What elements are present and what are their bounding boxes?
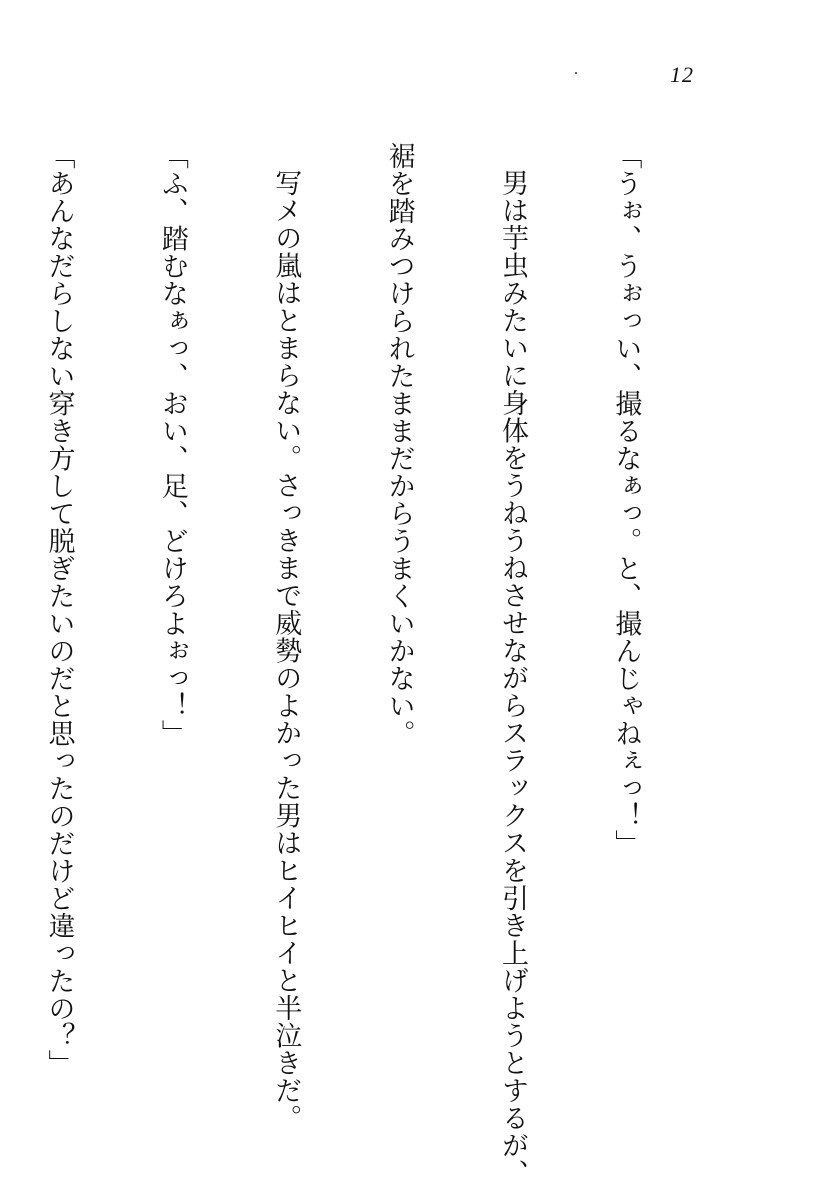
text-line-1: 「うぉ、うぉっい、撮るなぁっ。と、撮んじゃねぇっ！」 [610,142,642,857]
text-line-6: 「あんなだらしない穿き方して脱ぎたいのだと思ったのだけど違ったの？」 [43,142,75,1077]
novel-text-block [43,142,720,1187]
page-number: 12 [670,62,694,87]
page-dot [575,72,577,74]
text-line-2: 男は芋虫みたいに身体をうねうねさせながらスラックスを引き上げようとするが、 [497,169,529,1187]
text-line-4: 写メの嵐はとまらない。さっきまで威勢のよかった男はヒイヒイと半泣きだ。 [270,169,302,1132]
text-line-5: 「ふ、踏むなぁっ、おい、足、どけろよぉっ！」 [156,142,188,747]
text-line-3: 裾を踏みつけられたままだからうまくいかない。 [383,142,415,747]
